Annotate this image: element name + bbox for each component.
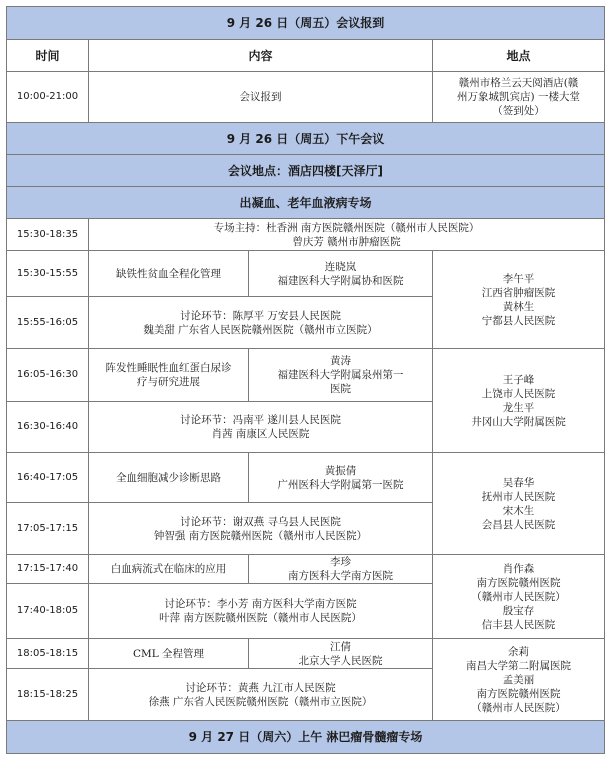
speaker <box>249 453 433 503</box>
chairs-line: 肖作森 <box>502 562 535 575</box>
talk-title <box>89 639 249 669</box>
talk-title <box>89 555 249 584</box>
speaker-line: 江倩 <box>330 640 351 653</box>
talk-title-line: 全血细胞减少诊断思路 <box>116 471 221 484</box>
speaker <box>249 349 433 402</box>
chairs-line: 殷宝存 <box>502 604 535 617</box>
chairs-line: 会昌县人民医院 <box>481 518 556 531</box>
talk-time: 17:15-17:40 <box>7 555 89 584</box>
discussion-time: 17:05-17:15 <box>7 503 89 555</box>
host-line: 曾庆芳 赣州市肿瘤医院 <box>292 235 401 248</box>
chairs-line: 宁都县人民医院 <box>481 314 556 327</box>
discussion <box>89 503 433 555</box>
speaker-line: 李珍 <box>330 556 351 568</box>
agenda-table <box>6 6 605 754</box>
chairs-line: 井冈山大学附属医院 <box>471 415 566 428</box>
talk-row <box>7 555 605 584</box>
registration-content: 会议报到 <box>89 72 433 123</box>
chairs-line: 吴春华 <box>502 476 535 489</box>
talk-row <box>7 349 605 402</box>
chairs-line: 余莉 <box>508 645 530 658</box>
chairs <box>433 251 605 349</box>
column-header-row <box>7 40 605 72</box>
discussion-line: 钟智强 南方医院赣州医院（赣州市人民医院） <box>153 529 368 542</box>
discussion <box>89 584 433 639</box>
afternoon-location: 会议地点：酒店四楼[天泽厅] <box>7 155 605 187</box>
talk-time: 16:40-17:05 <box>7 453 89 503</box>
talk-title <box>89 251 249 297</box>
column-header-venue: 地点 <box>433 40 605 72</box>
afternoon-band-row <box>7 123 605 155</box>
registration-time: 10:00-21:00 <box>7 72 89 123</box>
discussion-line: 徐燕 广东省人民医院赣州医院（赣州市立医院） <box>148 695 373 708</box>
discussion-line: 讨论环节：李小芳 南方医科大学南方医院 <box>164 598 357 610</box>
venue-line: （签到处） <box>492 105 545 117</box>
registration-venue <box>433 72 605 123</box>
speaker <box>249 639 433 669</box>
speaker <box>249 251 433 297</box>
discussion-line: 魏美甜 广东省人民医院赣州医院（赣州市立医院） <box>143 323 378 336</box>
speaker-line: 福建医科大学附属泉州第一 <box>277 369 404 381</box>
discussion-line: 讨论环节：黄燕 九江市人民医院 <box>185 681 336 694</box>
talk-title-line: 阵发性睡眠性血红蛋白尿诊 <box>105 362 232 374</box>
chairs-line: 南方医院赣州医院 <box>476 576 561 589</box>
speaker <box>249 555 433 584</box>
chairs-line: （赣州市人民医院） <box>471 590 566 603</box>
registration-row <box>7 72 605 123</box>
discussion-time: 18:15-18:25 <box>7 669 89 721</box>
chairs-line: 抚州市人民医院 <box>481 490 556 503</box>
host-content <box>89 219 605 251</box>
chairs-line: 南方医院赣州医院 <box>476 687 561 700</box>
speaker-line: 连晓岚 <box>324 260 357 273</box>
talk-time: 16:05-16:30 <box>7 349 89 402</box>
chairs-line: 李午平 <box>502 272 535 285</box>
agenda-sheet <box>6 6 604 754</box>
discussion-line: 叶萍 南方医院赣州医院（赣州市人民医院） <box>159 612 362 624</box>
discussion <box>89 402 433 453</box>
chairs-line: 信丰县人民医院 <box>481 618 556 631</box>
discussion-time: 15:55-16:05 <box>7 297 89 349</box>
discussion-time: 17:40-18:05 <box>7 584 89 639</box>
discussion-line: 讨论环节：谢双燕 寻乌县人民医院 <box>180 515 341 528</box>
session-title: 出凝血、老年血液病专场 <box>7 187 605 219</box>
host-row <box>7 219 605 251</box>
discussion-line: 讨论环节：冯南平 遂川县人民医院 <box>180 414 341 426</box>
chairs-line: 孟美丽 <box>502 673 535 686</box>
discussion <box>89 297 433 349</box>
chairs <box>433 639 605 721</box>
chairs-line: 王子峰 <box>502 373 535 386</box>
day2-title: 9 月 27 日（周六）上午 淋巴瘤骨髓瘤专场 <box>7 721 605 754</box>
day2-band-row <box>7 721 605 754</box>
speaker-line: 黄振倩 <box>324 464 357 477</box>
chairs-line: 江西省肿瘤医院 <box>481 286 556 299</box>
chairs <box>433 349 605 453</box>
speaker-line: 黄涛 <box>330 355 351 367</box>
discussion-line: 肖茜 南康区人民医院 <box>211 428 310 440</box>
registration-day-title: 9 月 26 日（周五）会议报到 <box>7 7 605 40</box>
afternoon-title: 9 月 26 日（周五）下午会议 <box>7 123 605 155</box>
talk-time: 18:05-18:15 <box>7 639 89 669</box>
venue-line: 赣州市格兰云天阅酒店(赣 <box>458 77 579 89</box>
speaker-line: 福建医科大学附属协和医院 <box>277 274 404 287</box>
talk-title <box>89 349 249 402</box>
column-header-time: 时间 <box>7 40 89 72</box>
host-line: 专场主持：杜香洲 南方医院赣州医院（赣州市人民医院） <box>213 221 480 234</box>
registration-band-row <box>7 7 605 40</box>
column-header-content: 内容 <box>89 40 433 72</box>
chairs-line: 宋木生 <box>502 504 535 517</box>
speaker-line: 南方医科大学南方医院 <box>288 570 393 582</box>
speaker-line: 医院 <box>330 383 351 395</box>
chairs <box>433 555 605 639</box>
chairs <box>433 453 605 555</box>
discussion <box>89 669 433 721</box>
talk-time: 15:30-15:55 <box>7 251 89 297</box>
chairs-line: 黄林生 <box>502 300 535 313</box>
speaker-line: 北京大学人民医院 <box>298 654 383 667</box>
chairs-line: 南昌大学第二附属医院 <box>466 659 572 672</box>
host-time: 15:30-18:35 <box>7 219 89 251</box>
talk-row <box>7 251 605 297</box>
talk-row <box>7 453 605 503</box>
talk-row <box>7 639 605 669</box>
talk-title-line: 缺铁性贫血全程化管理 <box>116 267 221 280</box>
talk-title-line: 白血病流式在临床的应用 <box>110 563 227 575</box>
chairs-line: （赣州市人民医院） <box>471 701 566 714</box>
discussion-time: 16:30-16:40 <box>7 402 89 453</box>
discussion-line: 讨论环节：陈厚平 万安县人民医院 <box>180 309 341 322</box>
location-band-row <box>7 155 605 187</box>
chairs-line: 上饶市人民医院 <box>481 387 556 400</box>
session-band-row <box>7 187 605 219</box>
talk-title-line: 疗与研究进展 <box>137 376 200 388</box>
speaker-line: 广州医科大学附属第一医院 <box>277 478 404 491</box>
talk-title-line: CML 全程管理 <box>132 647 205 660</box>
chairs-line: 龙生平 <box>502 401 535 414</box>
talk-title <box>89 453 249 503</box>
venue-line: 州万象城凯宾店) 一楼大堂 <box>457 91 580 103</box>
